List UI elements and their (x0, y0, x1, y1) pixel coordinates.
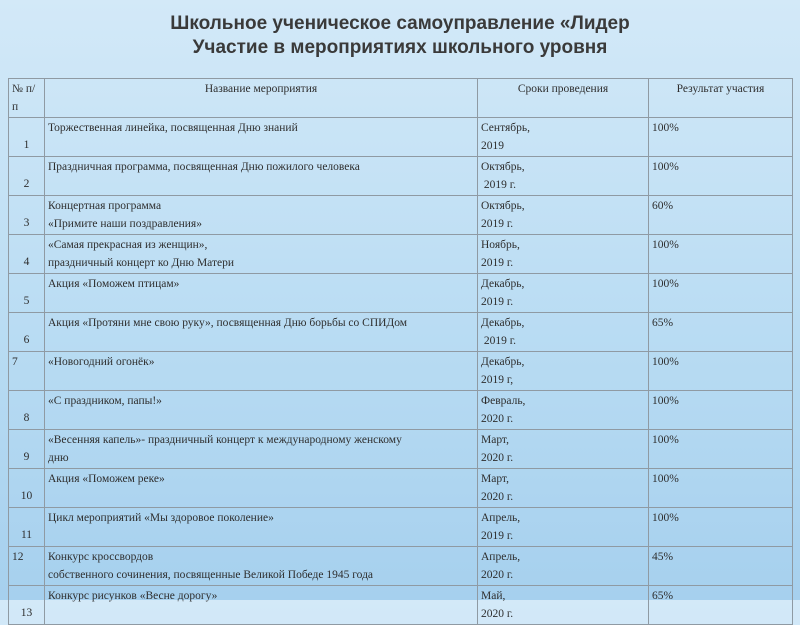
event-dates-line: Март, (481, 434, 509, 446)
row-number: 12 (9, 547, 45, 586)
table-row (9, 391, 793, 430)
event-name-line: Акция «Поможем птицам» (48, 278, 180, 290)
event-dates-line: Декабрь, (481, 278, 525, 290)
event-dates (478, 547, 649, 586)
table-row (9, 430, 793, 469)
event-name-line: «С праздником, папы!» (48, 395, 162, 407)
event-dates-line: Декабрь, (481, 317, 525, 329)
event-name (45, 313, 478, 352)
event-dates-line: Декабрь, (481, 356, 525, 368)
event-dates-line: Октябрь, (481, 161, 525, 173)
page-title (0, 12, 800, 60)
event-dates-line: 2019 г, (481, 374, 514, 386)
event-name (45, 352, 478, 391)
event-name (45, 508, 478, 547)
event-dates-line: Май, (481, 590, 506, 602)
title-line-1: Школьное ученическое самоуправление «Лидер (170, 13, 630, 34)
event-name-line: Праздничная программа, посвященная Дню пожилого человека (48, 161, 360, 173)
event-name (45, 157, 478, 196)
event-dates-line: Март, (481, 473, 509, 485)
table-row (9, 274, 793, 313)
event-result: 60% (649, 196, 793, 235)
event-dates-line: Апрель, (481, 551, 521, 563)
event-dates-line: Апрель, (481, 512, 521, 524)
event-dates-line: 2019 г. (481, 530, 514, 542)
table-row (9, 547, 793, 586)
event-dates-line: 2019 (481, 140, 504, 152)
event-dates (478, 196, 649, 235)
event-result: 65% (649, 586, 793, 625)
event-name-line: «Весенняя капель»- праздничный концерт к международному женскому (48, 434, 402, 446)
event-dates-line: 2020 г. (481, 452, 514, 464)
event-dates (478, 352, 649, 391)
event-result: 100% (649, 508, 793, 547)
event-result: 100% (649, 469, 793, 508)
event-dates (478, 118, 649, 157)
event-result: 100% (649, 235, 793, 274)
row-number: 1 (9, 118, 45, 157)
row-number: 6 (9, 313, 45, 352)
event-result: 65% (649, 313, 793, 352)
event-result: 100% (649, 391, 793, 430)
table-row (9, 235, 793, 274)
event-dates-line: 2020 г. (481, 608, 514, 620)
table-row (9, 508, 793, 547)
row-number: 11 (9, 508, 45, 547)
row-number: 13 (9, 586, 45, 625)
header-dates: Сроки проведения (478, 79, 649, 118)
event-name-line: «Самая прекрасная из женщин», (48, 239, 208, 251)
table-row (9, 586, 793, 625)
table-body (9, 118, 793, 625)
event-name-line: Конкурс рисунков «Весне дорогу» (48, 590, 218, 602)
event-dates-line: Октябрь, (481, 200, 525, 212)
event-dates (478, 274, 649, 313)
event-name-line: дню (48, 452, 69, 464)
table-row (9, 313, 793, 352)
event-dates (478, 469, 649, 508)
row-number: 8 (9, 391, 45, 430)
row-number: 9 (9, 430, 45, 469)
event-name-line: «Примите наши поздравления» (48, 218, 202, 230)
event-dates-line: 2019 г. (481, 296, 514, 308)
header-result: Результат участия (649, 79, 793, 118)
header-name: Название мероприятия (45, 79, 478, 118)
event-name (45, 391, 478, 430)
table-row (9, 469, 793, 508)
event-name-line: Акция «Поможем реке» (48, 473, 165, 485)
event-result: 100% (649, 118, 793, 157)
event-dates-line: 2019 г. (481, 335, 517, 347)
title-line-2: Участие в мероприятиях школьного уровня (192, 37, 608, 58)
table-row (9, 157, 793, 196)
event-name-line: собственного сочинения, посвященные Великой Победе 1945 года (48, 569, 374, 581)
row-number: 5 (9, 274, 45, 313)
event-dates-line: 2019 г. (481, 218, 514, 230)
event-name (45, 586, 478, 625)
event-dates-line: 2019 г. (481, 257, 514, 269)
event-result: 100% (649, 274, 793, 313)
event-name (45, 547, 478, 586)
table-row (9, 352, 793, 391)
event-name (45, 274, 478, 313)
row-number: 4 (9, 235, 45, 274)
event-name-line: Цикл мероприятий «Мы здоровое поколение» (48, 512, 274, 524)
event-dates-line: 2019 г. (481, 179, 517, 191)
event-result: 45% (649, 547, 793, 586)
table-row (9, 118, 793, 157)
event-name-line: Концертная программа (48, 200, 162, 212)
row-number: 7 (9, 352, 45, 391)
event-name (45, 430, 478, 469)
event-dates-line: 2020 г. (481, 413, 514, 425)
event-dates (478, 430, 649, 469)
events-table (8, 78, 793, 625)
event-dates (478, 586, 649, 625)
event-dates-line: Ноябрь, (481, 239, 520, 251)
event-dates (478, 157, 649, 196)
row-number: 2 (9, 157, 45, 196)
event-dates-line: Сентябрь, (481, 122, 530, 134)
event-name-line: праздничный концерт ко Дню Матери (48, 257, 235, 269)
event-dates (478, 508, 649, 547)
event-dates-line: Февраль, (481, 395, 526, 407)
event-name-line: Акция «Протяни мне свою руку», посвященная Дню борьбы со СПИДом (48, 317, 408, 329)
event-result: 100% (649, 430, 793, 469)
event-name (45, 196, 478, 235)
table-row (9, 196, 793, 235)
event-dates-line: 2020 г. (481, 569, 514, 581)
table-header-row (9, 79, 793, 118)
event-name-line: Торжественная линейка, посвященная Дню знаний (48, 122, 298, 134)
row-number: 10 (9, 469, 45, 508)
row-number: 3 (9, 196, 45, 235)
event-result: 100% (649, 352, 793, 391)
event-name-line: «Новогодний огонёк» (48, 356, 155, 368)
header-num: № п/п (9, 79, 45, 118)
event-name (45, 469, 478, 508)
event-result: 100% (649, 157, 793, 196)
event-dates (478, 235, 649, 274)
event-name (45, 235, 478, 274)
event-name-line: Конкурс кроссвордов (48, 551, 154, 563)
event-name (45, 118, 478, 157)
event-dates (478, 391, 649, 430)
event-dates (478, 313, 649, 352)
event-dates-line: 2020 г. (481, 491, 514, 503)
